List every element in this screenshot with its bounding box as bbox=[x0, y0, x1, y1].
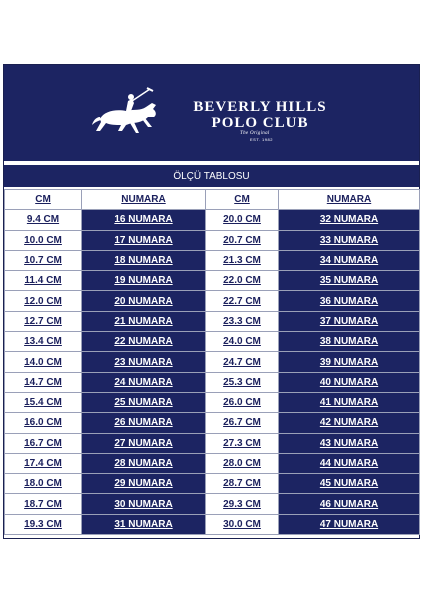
cell-numara-right: 39 NUMARA bbox=[279, 352, 420, 372]
table-row bbox=[5, 291, 420, 311]
cell-cm-left: 16.0 CM bbox=[5, 413, 82, 433]
cell-cm-left: 14.7 CM bbox=[5, 372, 82, 392]
table-row bbox=[5, 494, 420, 514]
cell-cm-right: 28.0 CM bbox=[206, 453, 279, 473]
brand-name bbox=[180, 99, 340, 131]
cell-cm-right: 20.0 CM bbox=[206, 210, 279, 230]
cell-cm-left: 17.4 CM bbox=[5, 453, 82, 473]
cell-numara-right: 45 NUMARA bbox=[279, 474, 420, 494]
cell-numara-right: 33 NUMARA bbox=[279, 230, 420, 250]
cell-numara-left: 16 NUMARA bbox=[82, 210, 206, 230]
table-row bbox=[5, 210, 420, 230]
cell-numara-right: 34 NUMARA bbox=[279, 250, 420, 270]
table-row bbox=[5, 372, 420, 392]
cell-numara-left: 17 NUMARA bbox=[82, 230, 206, 250]
table-row bbox=[5, 514, 420, 534]
table-row bbox=[5, 230, 420, 250]
table-row bbox=[5, 271, 420, 291]
cell-numara-right: 44 NUMARA bbox=[279, 453, 420, 473]
cell-cm-left: 14.0 CM bbox=[5, 352, 82, 372]
cell-cm-right: 21.3 CM bbox=[206, 250, 279, 270]
cell-numara-right: 40 NUMARA bbox=[279, 372, 420, 392]
cell-numara-left: 26 NUMARA bbox=[82, 413, 206, 433]
cell-numara-left: 23 NUMARA bbox=[82, 352, 206, 372]
size-chart-panel bbox=[3, 64, 420, 539]
table-row bbox=[5, 332, 420, 352]
header-cm-1: CM bbox=[5, 190, 82, 210]
brand-line2: POLO CLUB bbox=[211, 115, 309, 131]
table-row bbox=[5, 453, 420, 473]
cell-numara-left: 25 NUMARA bbox=[82, 392, 206, 412]
size-table bbox=[4, 189, 420, 535]
header-numara-2: NUMARA bbox=[279, 190, 420, 210]
cell-cm-left: 16.7 CM bbox=[5, 433, 82, 453]
table-row bbox=[5, 250, 420, 270]
cell-numara-right: 35 NUMARA bbox=[279, 271, 420, 291]
table-row bbox=[5, 352, 420, 372]
cell-cm-right: 23.3 CM bbox=[206, 311, 279, 331]
cell-numara-left: 18 NUMARA bbox=[82, 250, 206, 270]
table-row bbox=[5, 392, 420, 412]
cell-numara-left: 28 NUMARA bbox=[82, 453, 206, 473]
cell-numara-right: 38 NUMARA bbox=[279, 332, 420, 352]
cell-numara-left: 19 NUMARA bbox=[82, 271, 206, 291]
chart-title: ÖLÇÜ TABLOSU bbox=[4, 165, 419, 187]
cell-numara-left: 30 NUMARA bbox=[82, 494, 206, 514]
cell-numara-right: 46 NUMARA bbox=[279, 494, 420, 514]
cell-cm-left: 12.0 CM bbox=[5, 291, 82, 311]
cell-cm-left: 18.7 CM bbox=[5, 494, 82, 514]
cell-cm-right: 22.7 CM bbox=[206, 291, 279, 311]
cell-cm-right: 25.3 CM bbox=[206, 372, 279, 392]
cell-numara-right: 43 NUMARA bbox=[279, 433, 420, 453]
cell-cm-right: 30.0 CM bbox=[206, 514, 279, 534]
table-header-row bbox=[5, 190, 420, 210]
cell-cm-right: 26.0 CM bbox=[206, 392, 279, 412]
cell-numara-left: 21 NUMARA bbox=[82, 311, 206, 331]
brand-line1: BEVERLY HILLS bbox=[193, 99, 327, 115]
cell-numara-left: 31 NUMARA bbox=[82, 514, 206, 534]
cell-cm-right: 26.7 CM bbox=[206, 413, 279, 433]
cell-numara-right: 47 NUMARA bbox=[279, 514, 420, 534]
cell-cm-left: 18.0 CM bbox=[5, 474, 82, 494]
cell-numara-right: 36 NUMARA bbox=[279, 291, 420, 311]
cell-numara-right: 41 NUMARA bbox=[279, 392, 420, 412]
table-row bbox=[5, 433, 420, 453]
cell-cm-left: 10.0 CM bbox=[5, 230, 82, 250]
cell-cm-right: 22.0 CM bbox=[206, 271, 279, 291]
brand-banner bbox=[4, 65, 419, 161]
cell-cm-left: 19.3 CM bbox=[5, 514, 82, 534]
cell-cm-right: 29.3 CM bbox=[206, 494, 279, 514]
cell-numara-left: 29 NUMARA bbox=[82, 474, 206, 494]
cell-cm-right: 27.3 CM bbox=[206, 433, 279, 453]
header-numara-1: NUMARA bbox=[82, 190, 206, 210]
cell-numara-right: 37 NUMARA bbox=[279, 311, 420, 331]
cell-numara-left: 20 NUMARA bbox=[82, 291, 206, 311]
cell-cm-right: 24.7 CM bbox=[206, 352, 279, 372]
cell-numara-left: 27 NUMARA bbox=[82, 433, 206, 453]
brand-est: EST. 1982 bbox=[250, 137, 273, 142]
table-row bbox=[5, 413, 420, 433]
cell-cm-left: 13.4 CM bbox=[5, 332, 82, 352]
cell-cm-right: 24.0 CM bbox=[206, 332, 279, 352]
cell-numara-left: 22 NUMARA bbox=[82, 332, 206, 352]
polo-player-icon bbox=[90, 87, 170, 143]
cell-cm-right: 28.7 CM bbox=[206, 474, 279, 494]
cell-cm-left: 11.4 CM bbox=[5, 271, 82, 291]
cell-cm-left: 12.7 CM bbox=[5, 311, 82, 331]
cell-numara-right: 32 NUMARA bbox=[279, 210, 420, 230]
cell-numara-left: 24 NUMARA bbox=[82, 372, 206, 392]
cell-cm-left: 9.4 CM bbox=[5, 210, 82, 230]
cell-numara-right: 42 NUMARA bbox=[279, 413, 420, 433]
table-row bbox=[5, 474, 420, 494]
cell-cm-left: 10.7 CM bbox=[5, 250, 82, 270]
table-row bbox=[5, 311, 420, 331]
header-cm-2: CM bbox=[206, 190, 279, 210]
cell-cm-left: 15.4 CM bbox=[5, 392, 82, 412]
brand-tagline: The Original bbox=[240, 131, 270, 136]
cell-cm-right: 20.7 CM bbox=[206, 230, 279, 250]
